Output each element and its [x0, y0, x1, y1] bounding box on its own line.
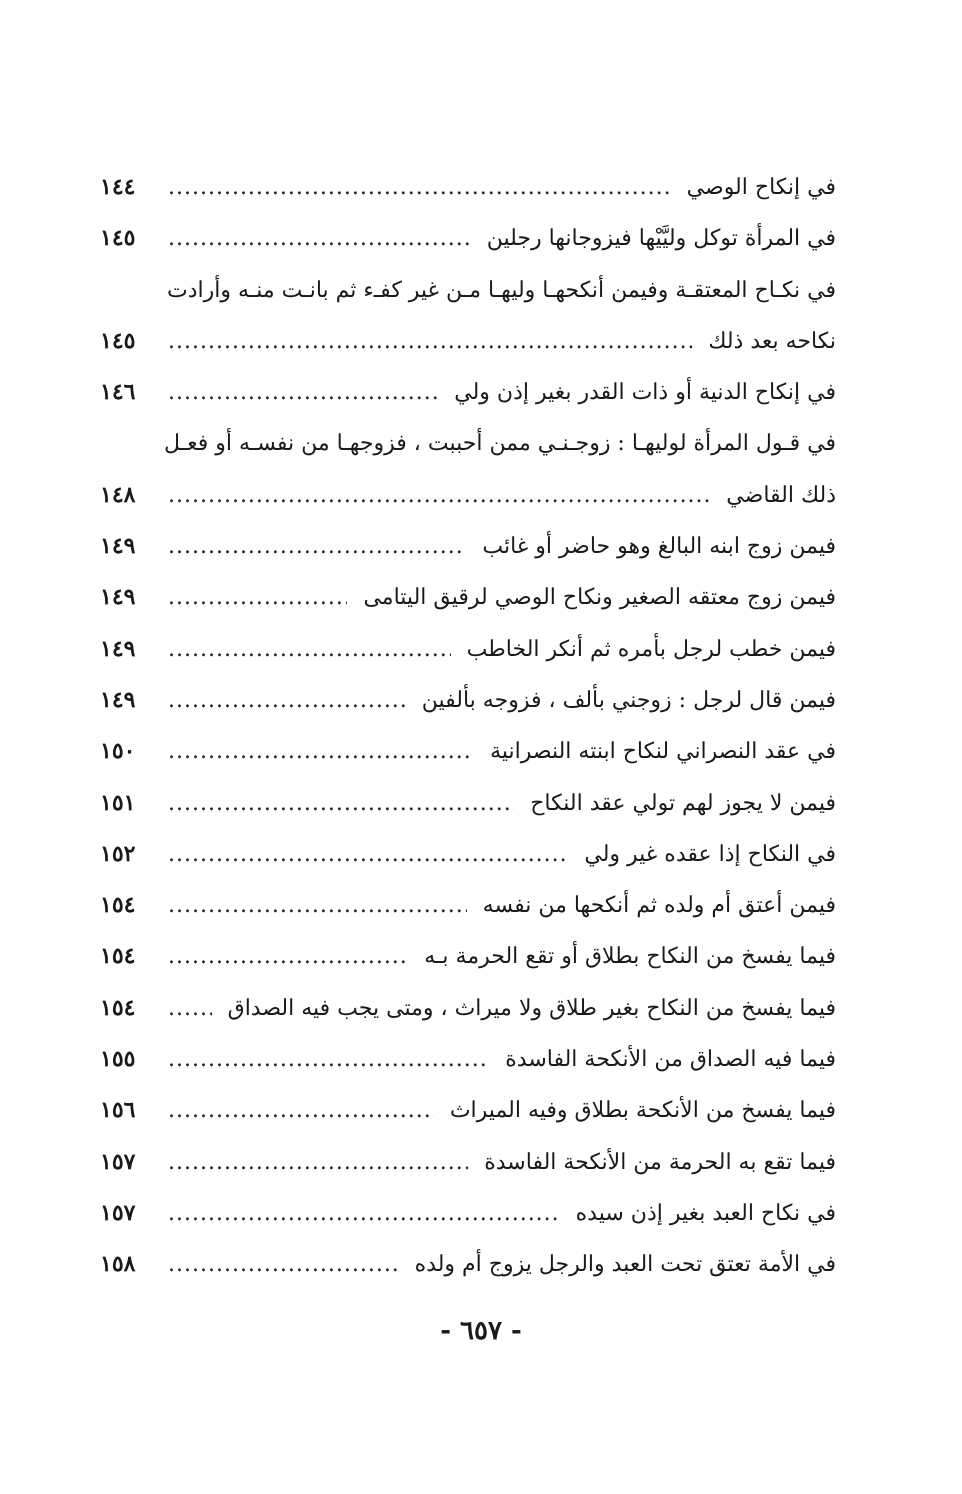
dot-leader: [168, 572, 347, 623]
toc-entry-page: ١٤٨: [100, 481, 136, 508]
toc-entry-title: فيمن خطب لرجل بأمره ثم أنكر الخاطب: [466, 636, 836, 662]
toc-entry: [100, 1085, 836, 1136]
toc-entry-title: ذلك القاضي: [726, 482, 836, 508]
toc-entry-first-line: [100, 265, 836, 316]
toc-entry-title: فيمن قال لرجل : زوجني بألف ، فزوجه بألفين: [421, 687, 836, 713]
toc-entry: [100, 521, 836, 572]
toc-entry-title: في إنكاح الدنية أو ذات القدر بغير إذن ولي: [454, 380, 836, 406]
dot-leader: [168, 367, 438, 418]
toc-entry: [100, 1137, 836, 1188]
toc-entry-page: ١٥٢: [100, 840, 136, 867]
toc-entry-title: فيمن زوج ابنه البالغ وهو حاضر أو غائب: [482, 534, 836, 560]
dot-leader: [168, 316, 692, 367]
toc-entry: [100, 880, 836, 931]
toc-entry: [100, 931, 836, 982]
dot-leader: [168, 624, 451, 675]
toc-entry-page: ١٤٩: [100, 635, 136, 662]
toc-entry-title: في نكاح العبد بغير إذن سيده: [575, 1200, 836, 1226]
toc-entry-title: في النكاح إذا عقده غير ولي: [584, 841, 836, 867]
dot-leader: [168, 1188, 560, 1239]
toc-entry-page: ١٤٥: [100, 225, 136, 252]
toc-entry-page: ١٤٤: [100, 174, 136, 200]
toc-entry-page: ١٤٦: [100, 379, 136, 406]
toc-entry: [100, 213, 836, 264]
dot-leader: [168, 726, 474, 777]
toc-entry: [100, 983, 836, 1034]
dot-leader: [168, 778, 514, 829]
dot-leader: [168, 675, 406, 726]
toc-entry-page: ١٥٧: [100, 1199, 136, 1226]
toc-entry-title: فيما تقع به الحرمة من الأنكحة الفاسدة: [484, 1149, 836, 1175]
toc-entry: [100, 162, 836, 213]
toc-entry-page: ١٥٥: [100, 1046, 136, 1073]
toc-entry-continuation: [100, 316, 836, 367]
toc-entry-title: في عقد النصراني لنكاح ابنته النصرانية: [490, 739, 836, 765]
toc-entry: [100, 1188, 836, 1239]
toc-entry-page: ١٥٤: [100, 943, 136, 970]
toc-entry-page: ١٥٧: [100, 1148, 136, 1175]
toc-entry-page: ١٥٠: [100, 738, 136, 765]
toc-entry-page: ١٥٤: [100, 892, 136, 919]
toc-entry-page: ١٥١: [100, 789, 136, 816]
dot-leader: [168, 470, 710, 521]
toc-entry-title: في نكـاح المعتقـة وفيمن أنكحهـا وليهـا مـن غير كفـء ثم بانـت منـه وأرادت: [167, 277, 836, 303]
dot-leader: [168, 521, 466, 572]
toc-entry-page: ١٥٤: [100, 994, 136, 1021]
toc-entry-title: فيما يفسخ من النكاح بغير طلاق ولا ميراث ، ومتى يجب فيه الصداق: [227, 995, 836, 1021]
dot-leader: [168, 829, 568, 880]
toc-entry: [100, 1239, 836, 1290]
toc-entry: [100, 778, 836, 829]
toc-entry-title: نكاحه بعد ذلك: [708, 328, 836, 354]
toc-entry: [100, 675, 836, 726]
toc-entry-title: في إنكاح الوصي: [686, 175, 836, 200]
toc-entry-title: في الأمة تعتق تحت العبد والرجل يزوج أم ولده: [414, 1252, 836, 1278]
dot-leader: [168, 1085, 434, 1136]
toc-entry-title: في المرأة توكل وليَّيْها فيزوجانها رجلين: [486, 226, 836, 252]
dot-leader: [168, 983, 212, 1034]
dot-leader: [168, 213, 471, 264]
toc-entry-title: فيما فيه الصداق من الأنكحة الفاسدة: [505, 1047, 836, 1073]
dot-leader: [168, 1137, 468, 1188]
toc-entry-title: في قـول المرأة لوليهـا : زوجـنـي ممن أحببت ، فزوجهـا من نفسـه أو فعـل: [164, 431, 836, 457]
toc-entry: [100, 726, 836, 777]
toc-entry-title: فيمن لا يجوز لهم تولي عقد النكاح: [530, 790, 836, 816]
toc-entry-page: ١٤٥: [100, 327, 136, 354]
toc-entry: [100, 572, 836, 623]
toc-entry: [100, 829, 836, 880]
table-of-contents: [100, 162, 836, 1291]
toc-entry: [100, 367, 836, 418]
dot-leader: [168, 162, 671, 213]
toc-entry-page: ١٤٩: [100, 584, 136, 611]
toc-entry-page: ١٥٨: [100, 1251, 136, 1278]
toc-entry-first-line: [100, 418, 836, 469]
toc-entry-title: فيمن زوج معتقه الصغير ونكاح الوصي لرقيق اليتامى: [363, 585, 836, 611]
toc-entry-continuation: [100, 470, 836, 521]
dot-leader: [168, 1034, 489, 1085]
toc-entry-page: ١٥٦: [100, 1097, 136, 1124]
dot-leader: [168, 880, 467, 931]
toc-entry-title: فيما يفسخ من النكاح بطلاق أو تقع الحرمة بـه: [424, 944, 836, 970]
toc-entry-title: فيمن أعتق أم ولده ثم أنكحها من نفسه: [482, 893, 836, 919]
toc-entry-page: ١٤٩: [100, 686, 136, 713]
dot-leader: [168, 931, 408, 982]
toc-entry: [100, 1034, 836, 1085]
toc-entry: [100, 624, 836, 675]
dot-leader: [168, 1239, 399, 1290]
page-number: - ٦٥٧ -: [440, 1316, 522, 1346]
toc-entry-page: ١٤٩: [100, 533, 136, 560]
toc-entry-title: فيما يفسخ من الأنكحة بطلاق وفيه الميراث: [449, 1098, 836, 1124]
